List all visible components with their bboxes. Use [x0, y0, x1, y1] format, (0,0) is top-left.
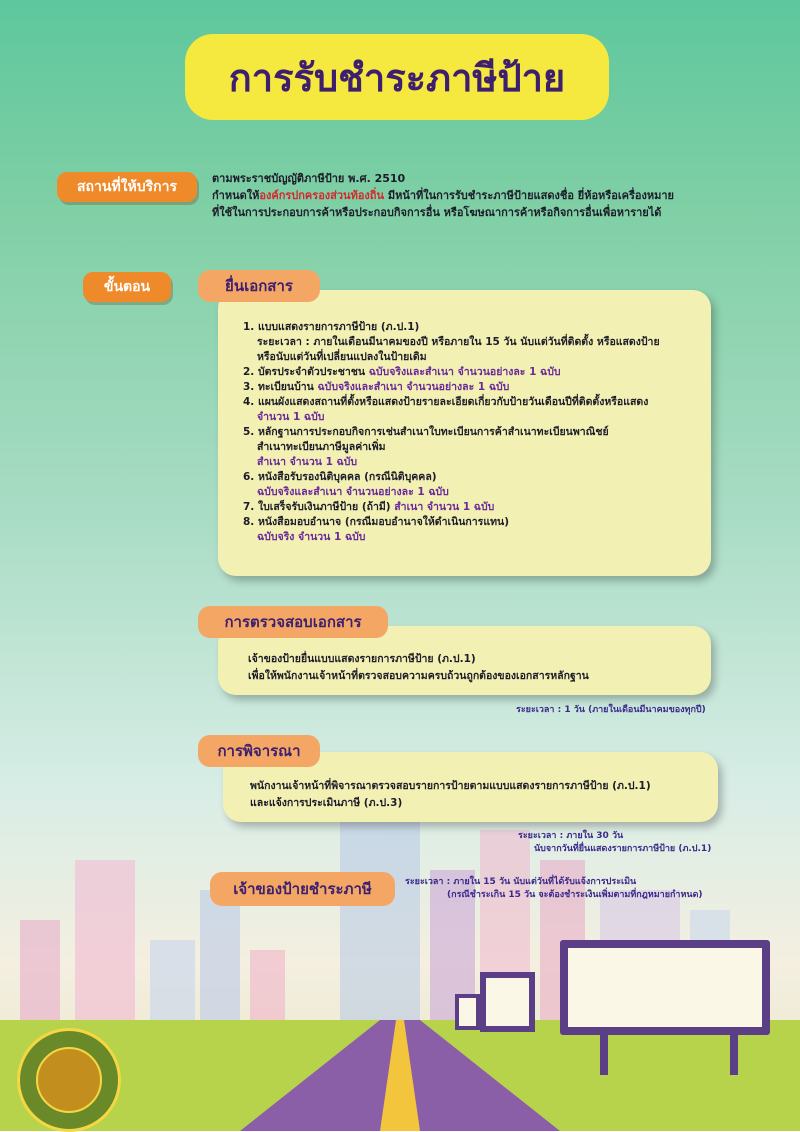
owner-pay-tag	[210, 872, 395, 906]
procedure-label: ขั้นตอน	[103, 279, 151, 295]
list-item: 8. หนังสือมอบอำนาจ (กรณีมอบอำนาจให้ดำเนินการแทน)	[243, 516, 509, 528]
consider-line-2: และแจ้งการประเมินภาษี (ภ.ป.3)	[250, 797, 403, 809]
consider-line-1: พนักงานเจ้าหน้าที่พิจารณาตรวจสอบรายการป้ายตามแบบแสดงรายการภาษีป้าย (ภ.ป.1)	[250, 780, 651, 792]
title-banner	[185, 34, 609, 120]
procedure-tag	[83, 272, 171, 302]
check-line-1: เจ้าของป้ายยื่นแบบแสดงรายการภาษีป้าย (ภ.ป.1)	[248, 653, 476, 665]
list-item-note: หรือนับแต่วันที่เปลี่ยนแปลงในป้ายเดิม	[257, 351, 427, 363]
department-logo	[17, 1028, 121, 1132]
list-item-note: ระยะเวลา : ภายในเดือนมีนาคมของปี หรือภายใน 15 วัน นับแต่วันที่ติดตั้ง หรือแสดงป้าย	[257, 336, 660, 348]
consider-duration: ระยะเวลา : ภายใน 30 วัน นับจากวันที่ยื่นแสดงรายการภาษีป้าย (ภ.ป.1)	[518, 831, 712, 854]
consider-tag	[198, 735, 320, 767]
intro-line-2	[212, 187, 752, 204]
list-item-detail: ฉบับจริงและสำเนา จำนวนอย่างละ 1 ฉบับ	[257, 486, 449, 498]
intro-line-3: ที่ใช้ในการประกอบการค้าหรือประกอบกิจการอื่น หรือโฆษณาการค้าหรือกิจการอื่นเพื่อหารายได้	[212, 206, 662, 219]
submit-label: ยื่นเอกสาร	[225, 277, 293, 295]
submit-tag	[198, 270, 320, 302]
list-item-detail: สำเนา จำนวน 1 ฉบับ	[257, 456, 358, 468]
intro-line-2-pre: กำหนดให้	[212, 189, 260, 202]
check-duration: ระยะเวลา : 1 วัน (ภายในเดือนมีนาคมของทุกปี)	[516, 705, 706, 715]
list-item: 5. หลักฐานการประกอบกิจการเช่นสำเนาใบทะเบียนการค้าสำเนาทะเบียนพาณิชย์	[243, 426, 609, 438]
consider-text	[250, 778, 705, 812]
consider-label: การพิจารณา	[217, 742, 301, 760]
intro-line-1: ตามพระราชบัญญัติภาษีป้าย พ.ศ. 2510	[212, 172, 406, 185]
check-label: การตรวจสอบเอกสาร	[224, 613, 362, 631]
check-tag	[198, 606, 388, 638]
list-item: 2. บัตรประจำตัวประชาชน ฉบับจริงและสำเนา จำนวนอย่างละ 1 ฉบับ	[243, 366, 561, 378]
list-item: 6. หนังสือรับรองนิติบุคคล (กรณีนิติบุคคล)	[243, 471, 437, 483]
check-text	[248, 651, 698, 685]
owner-pay-duration: ระยะเวลา : ภายใน 15 วัน นับแต่วันที่ได้รับแจ้งการประเมิน (กรณีชำระเกิน 15 วัน จะต้องชำระเงินเพิ่มตามที่กฎหมายกำหนด)	[405, 877, 703, 900]
submit-list	[243, 320, 698, 545]
intro-highlight: องค์กรปกครองส่วนท้องถิ่น	[259, 189, 384, 202]
check-line-2: เพื่อให้พนักงานเจ้าหน้าที่ตรวจสอบความครบถ้วนถูกต้องของเอกสารหลักฐาน	[248, 670, 589, 682]
list-item: 1. แบบแสดงรายการภาษีป้าย (ภ.ป.1)	[243, 321, 420, 333]
owner-pay-label: เจ้าของป้ายชำระภาษี	[233, 880, 372, 898]
list-item: 3. ทะเบียนบ้าน ฉบับจริงและสำเนา จำนวนอย่างละ 1 ฉบับ	[243, 381, 510, 393]
service-place-tag	[57, 172, 197, 202]
list-item-detail: จำนวน 1 ฉบับ	[257, 411, 325, 423]
list-item: 4. แผนผังแสดงสถานที่ตั้งหรือแสดงป้ายรายละเอียดเกี่ยวกับป้ายวันเดือนปีที่ติดตั้งหรือแสดง	[243, 396, 649, 408]
page-title: การรับชำระภาษีป้าย	[228, 55, 566, 100]
list-item-note: สำเนาทะเบียนภาษีมูลค่าเพิ่ม	[257, 441, 386, 453]
service-place-text	[212, 170, 752, 221]
list-item: 7. ใบเสร็จรับเงินภาษีป้าย (ถ้ามี) สำเนา จำนวน 1 ฉบับ	[243, 501, 495, 513]
emblem-icon	[36, 1047, 102, 1113]
service-place-label: สถานที่ให้บริการ	[76, 179, 177, 195]
list-item-detail: ฉบับจริง จำนวน 1 ฉบับ	[257, 531, 366, 543]
intro-line-2-post: มีหน้าที่ในการรับชำระภาษีป้ายแสดงชื่อ ยี่ห้อหรือเครื่องหมาย	[383, 189, 674, 202]
